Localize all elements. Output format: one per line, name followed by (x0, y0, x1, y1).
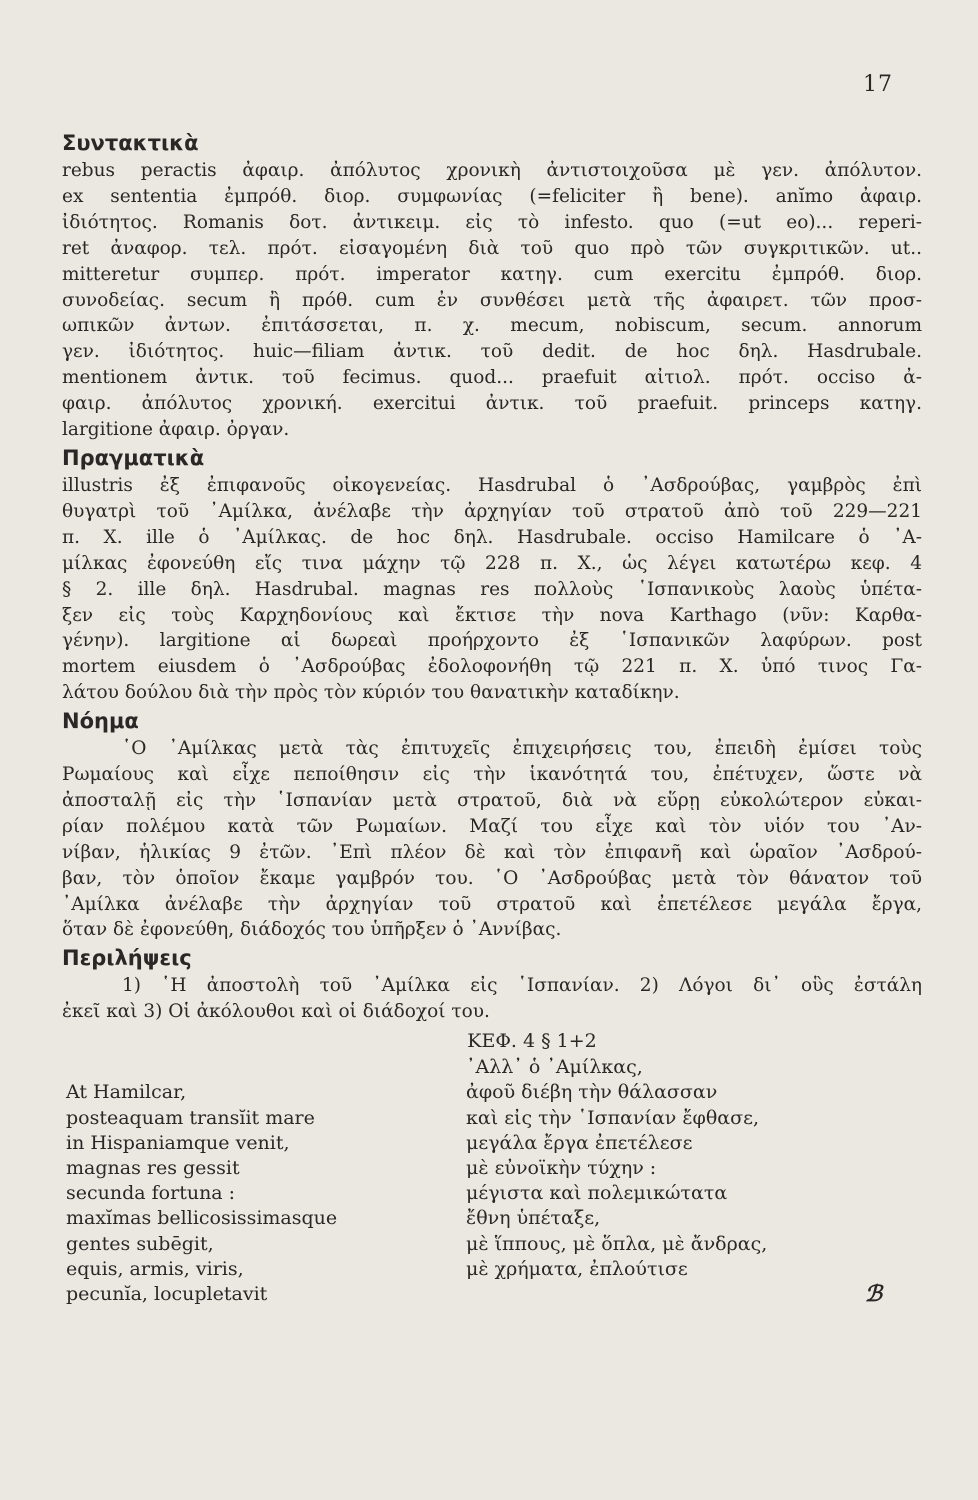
greek-line: ἔθνη ὑπέταξε, (466, 1207, 601, 1230)
greek-line: μὲ ἵππους, μὲ ὅπλα, μὲ ἄνδρας, (466, 1232, 768, 1255)
text-line: largitione ἀφαιρ. ὀργαν. (62, 419, 290, 441)
page-content (62, 128, 922, 1307)
text-line: γένην). largitione αἱ δωρεαὶ προήρχοντο ἐξ ῾Ισπανικῶν λαφύρων. post (62, 630, 922, 652)
greek-line: μεγάλα ἔργα ἐπετέλεσε (466, 1131, 693, 1154)
text-line: φαιρ. ἀπόλυτος χρονική. exercitui ἀντικ. τοῦ praefuit. princeps κατηγ. (62, 393, 922, 415)
latin-line: At Hamilcar, (66, 1081, 187, 1104)
translation-row (62, 1257, 922, 1282)
translation-row (62, 1055, 922, 1080)
text-line: ex sententia ἐμπρόθ. διορ. συμφωνίας (=feliciter ἢ bene). anĭmo ἀφαιρ. (62, 185, 922, 207)
translation-row (62, 1080, 922, 1105)
text-line: π. Χ. ille ὁ ᾿Αμίλκας. de hoc δηλ. Hasdrubale. occiso Hamilcare ὁ ᾿Α- (62, 526, 922, 548)
translation-row (62, 1206, 922, 1231)
text-line: θυγατρὶ τοῦ ᾿Αμίλκα, ἀνέλαβε τὴν ἀρχηγίαν τοῦ στρατοῦ ἀπὸ τοῦ 229—221 (62, 500, 922, 522)
text-line: mentionem ἀντικ. τοῦ fecimus. quod... praefuit αἰτιολ. πρότ. occiso ἀ- (62, 367, 922, 389)
text-line: λάτου δούλου διὰ τὴν πρὸς τὸν κύριόν του θανατικὴν καταδίκην. (62, 682, 680, 704)
text-line: ἰδιότητος. Romanis δοτ. ἀντικειμ. εἰς τὸ infesto. quo (=ut eo)... reperi- (62, 211, 922, 233)
translation-row (62, 1181, 922, 1206)
text-line: ῾Ο ᾿Αμίλκας μετὰ τὰς ἐπιτυχεῖς ἐπιχειρήσεις του, ἐπειδὴ ἐμίσει τοὺς (122, 738, 922, 760)
latin-line: equis, armis, viris, (66, 1257, 244, 1280)
text-line: ᾿Αμίλκα ἀνέλαβε τὴν ἀρχηγίαν τοῦ στρατοῦ καὶ ἐπετέλεσε μεγάλα ἔργα, (62, 893, 922, 915)
text-line: ξεν εἰς τοὺς Καρχηδονίους καὶ ἔκτισε τὴν nova Karthago (νῦν: Καρθα- (62, 604, 922, 626)
greek-line: μὲ χρήματα, ἐπλούτισε (466, 1257, 688, 1280)
section-heading: Πραγματικὰ (62, 445, 205, 470)
text-line: ἀποσταλῇ εἰς τὴν ῾Ισπανίαν μετὰ στρατοῦ, διὰ νὰ εὕρῃ εὐκολώτερον εὐκαι- (62, 789, 922, 811)
section-heading: Συντακτικὰ (62, 131, 199, 155)
text-line: 1) ῾Η ἀποστολὴ τοῦ ᾿Αμίλκα εἰς ῾Ισπανίαν. 2) Λόγοι δι᾿ οὓς ἐστάλη (122, 975, 922, 997)
text-line: γεν. ἰδιότητος. huic—filiam ἀντικ. τοῦ dedit. de hoc δηλ. Hasdrubale. (62, 341, 922, 363)
parallel-translation (62, 1055, 922, 1307)
latin-line (62, 1055, 466, 1080)
greek-line: ᾿Αλλ᾿ ὁ ᾿Αμίλκας, (466, 1056, 643, 1079)
text-line: illustris ἐξ ἐπιφανοῦς οἰκογενείας. Hasdrubal ὁ ᾿Ασδρούβας, γαμβρὸς ἐπὶ (62, 474, 922, 496)
translation-row (62, 1232, 922, 1257)
chapter-heading: ΚΕΦ. 4 § 1+2 (467, 1030, 597, 1053)
text-line: μίλκας ἐφονεύθη εἴς τινα μάχην τῷ 228 π. Χ., ὡς λέγει κατωτέρω κεφ. 4 (62, 552, 922, 574)
translation-row (62, 1282, 922, 1307)
text-line: § 2. ille δηλ. Hasdrubal. magnas res πολλοὺς ῾Ισπανικοὺς λαοὺς ὑπέτα- (62, 578, 922, 600)
greek-line: καὶ εἰς τὴν ῾Ισπανίαν ἔφθασε, (466, 1106, 759, 1129)
page-number: 17 (863, 72, 893, 97)
latin-line: maxĭmas bellicosissimasque (66, 1207, 338, 1230)
latin-line: secunda fortuna : (66, 1182, 236, 1205)
text-line: ret ἀναφορ. τελ. πρότ. εἰσαγομένη διὰ τοῦ quo πρὸ τῶν συγκριτικῶν. ut.. (62, 237, 922, 259)
text-line: ὅταν δὲ ἐφονεύθη, διάδοχός του ὑπῆρξεν ὁ ᾿Αννίβας. (62, 919, 562, 941)
section-pragmatika (62, 443, 922, 706)
latin-line: gentes subēgit, (66, 1232, 214, 1255)
translation-row (62, 1106, 922, 1131)
text-line: βαν, τὸν ὁποῖον ἔκαμε γαμβρόν του. ῾Ο ᾿Ασδρούβας μετὰ τὸν θάνατον τοῦ (62, 867, 922, 889)
signature-mark: ℬ (864, 1281, 882, 1308)
section-perilepseis (62, 943, 922, 1025)
text-line: mortem eiusdem ὁ ᾿Ασδρούβας ἐδολοφονήθη τῷ 221 π. Χ. ὑπό τινος Γα- (62, 656, 922, 678)
text-line: ωπικῶν ἀντων. ἐπιτάσσεται, π. χ. mecum, nobiscum, secum. annorum (62, 315, 922, 337)
translation-row (62, 1156, 922, 1181)
latin-line: in Hispaniamque venit, (66, 1131, 290, 1154)
latin-line: posteaquam transĭit mare (66, 1106, 315, 1129)
section-noema (62, 706, 922, 943)
latin-line: pecunĭa, locupletavit (66, 1283, 268, 1306)
greek-line: μέγιστα καὶ πολεμικώτατα (466, 1182, 728, 1205)
section-syntaktika (62, 128, 922, 443)
greek-line: ἀφοῦ διέβη τὴν θάλασσαν (466, 1081, 718, 1104)
section-heading: Νόημα (62, 709, 139, 734)
greek-line (466, 1282, 922, 1307)
text-line: ἐκεῖ καὶ 3) Οἱ ἀκόλουθοι καὶ οἱ διάδοχοί του. (62, 1001, 490, 1023)
latin-line: magnas res gessit (66, 1157, 240, 1179)
text-line: Ρωμαίους καὶ εἶχε πεποίθησιν εἰς τὴν ἱκανότητά του, ἐπέτυχεν, ὥστε νὰ (62, 764, 922, 786)
text-line: rebus peractis ἀφαιρ. ἀπόλυτος χρονικὴ ἀντιστοιχοῦσα μὲ γεν. ἀπόλυτον. (62, 160, 922, 181)
text-line: νίβαν, ἡλικίας 9 ἐτῶν. ᾿Επὶ πλέον δὲ καὶ τὸν ἐπιφανῆ καὶ ὡραῖον ᾿Ασδρού- (62, 841, 922, 863)
greek-line: μὲ εὐνοϊκὴν τύχην : (466, 1157, 657, 1179)
translation-row (62, 1131, 922, 1156)
section-heading: Περιλήψεις (62, 946, 192, 971)
text-line: mitteretur συμπερ. πρότ. imperator κατηγ. cum exercitu ἐμπρόθ. διορ. (62, 263, 922, 285)
text-line: ρίαν πολέμου κατὰ τῶν Ρωμαίων. Μαζί του εἶχε καὶ τὸν υἱόν του ᾿Αν- (62, 815, 922, 837)
text-line: συνοδείας. secum ἢ πρόθ. cum ἐν συνθέσει μετὰ τῆς ἀφαιρετ. τῶν προσ- (62, 289, 922, 311)
